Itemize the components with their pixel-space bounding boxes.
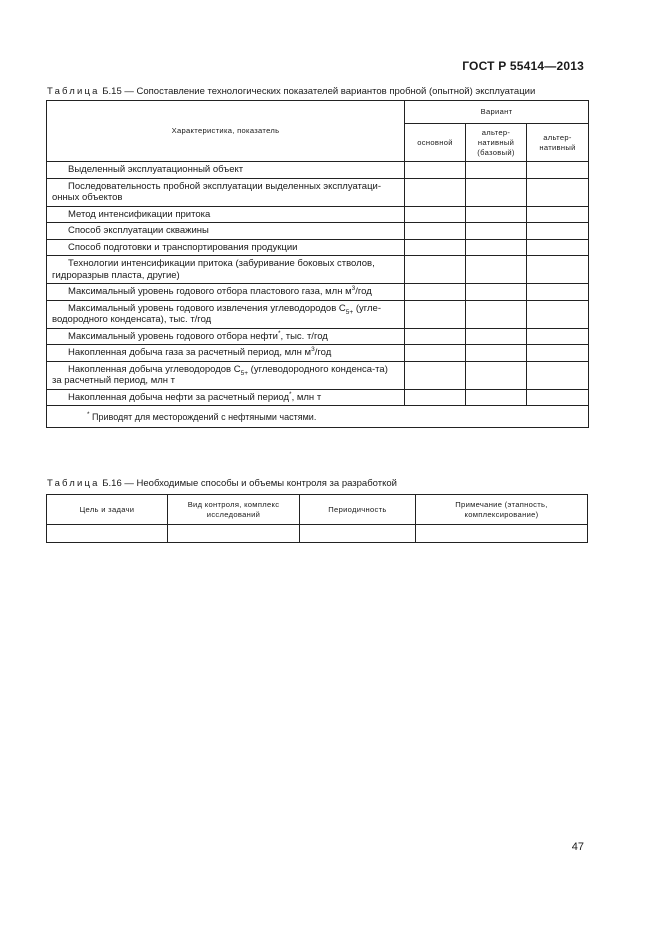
table-cell <box>405 284 466 301</box>
table-cell <box>405 256 466 284</box>
table-cell <box>527 223 589 240</box>
row-label: Максимальный уровень годового извлечения углеводородов $С_{5+}$ (угле-водородного конденсата), тыс. т/год <box>47 300 405 328</box>
table-cell <box>466 256 527 284</box>
table-cell <box>527 256 589 284</box>
page-number: 47 <box>571 841 584 853</box>
table-cell <box>527 284 589 301</box>
table-cell <box>405 239 466 256</box>
table-cell <box>405 300 466 328</box>
table-cell <box>47 525 168 543</box>
caption-prefix: Таблица <box>47 86 100 97</box>
table-cell <box>527 345 589 362</box>
row-label: Накопленная добыча углеводородов $С_{5+}$ (углеводородного конденса-та) за расчетный период, млн т <box>47 361 405 389</box>
table-cell <box>405 328 466 345</box>
table-row <box>47 239 589 256</box>
table-row <box>47 361 589 389</box>
table-row <box>47 300 589 328</box>
header-variant: Вариант <box>405 101 589 124</box>
table-cell <box>405 361 466 389</box>
row-label: Накопленная добыча газа за расчетный период, млн $м^3$/год <box>47 345 405 362</box>
table-cell <box>527 361 589 389</box>
table-cell <box>405 345 466 362</box>
table-cell <box>405 162 466 179</box>
row-label: Последовательность пробной эксплуатации выделенных эксплуатаци-онных объектов <box>47 178 405 206</box>
row-label: Накопленная добыча нефти за расчетный период*, млн т <box>47 389 405 406</box>
table-footnote: * Приводят для месторождений с нефтяными частями. <box>47 406 589 428</box>
table-cell <box>168 525 300 543</box>
row-label: Максимальный уровень годового отбора нефти*, тыс. т/год <box>47 328 405 345</box>
row-label: Способ подготовки и транспортирования продукции <box>47 239 405 256</box>
standard-number: ГОСТ Р 55414—2013 <box>462 59 584 73</box>
row-label: Технологии интенсификации притока (забуривание боковых стволов, гидроразрыв пласта, другие) <box>47 256 405 284</box>
caption-text: Б.16 — Необходимые способы и объемы контроля за разработкой <box>99 478 397 489</box>
table-cell <box>527 206 589 223</box>
table-cell <box>527 178 589 206</box>
table-row <box>47 389 589 406</box>
table-b16 <box>46 494 588 543</box>
header-characteristic: Характеристика, показатель <box>47 101 405 162</box>
table-b16-caption <box>47 478 397 489</box>
table-row <box>47 178 589 206</box>
row-label: Метод интенсификации притока <box>47 206 405 223</box>
table-cell <box>416 525 588 543</box>
header-control-type: Вид контроля, комплекс исследований <box>168 495 300 525</box>
table-cell <box>466 162 527 179</box>
table-cell <box>300 525 416 543</box>
row-label: Максимальный уровень годового отбора пластового газа, млн $м^3$/год <box>47 284 405 301</box>
table-cell <box>466 223 527 240</box>
table-row <box>47 223 589 240</box>
row-label: Способ эксплуатации скважины <box>47 223 405 240</box>
table-b15-caption <box>47 86 535 97</box>
table-cell <box>527 239 589 256</box>
table-row <box>47 525 588 543</box>
header-goals: Цель и задачи <box>47 495 168 525</box>
table-cell <box>527 162 589 179</box>
table-row <box>47 256 589 284</box>
table-cell <box>466 328 527 345</box>
table-cell <box>405 206 466 223</box>
table-cell <box>466 239 527 256</box>
header-alt-variant: альтер- нативный <box>527 124 589 162</box>
table-cell <box>405 178 466 206</box>
table-row <box>47 345 589 362</box>
table-cell <box>466 284 527 301</box>
table-b15 <box>46 100 589 428</box>
table-cell <box>466 389 527 406</box>
table-cell <box>527 300 589 328</box>
table-row <box>47 162 589 179</box>
header-alt-base-variant: альтер- нативный (базовый) <box>466 124 527 162</box>
table-cell <box>527 389 589 406</box>
caption-prefix: Таблица <box>47 478 100 489</box>
table-cell <box>405 223 466 240</box>
table-cell <box>466 178 527 206</box>
header-periodicity: Периодичность <box>300 495 416 525</box>
table-row <box>47 284 589 301</box>
caption-text: Б.15 — Сопоставление технологических показателей вариантов пробной (опытной) эксплуатации <box>99 86 536 97</box>
table-cell <box>527 328 589 345</box>
header-main-variant: основной <box>405 124 466 162</box>
table-cell <box>466 345 527 362</box>
table-row <box>47 328 589 345</box>
row-label: Выделенный эксплуатационный объект <box>47 162 405 179</box>
table-cell <box>466 361 527 389</box>
table-cell <box>405 389 466 406</box>
header-note: Примечание (этапность, комплексирование) <box>416 495 588 525</box>
table-row <box>47 206 589 223</box>
table-cell <box>466 300 527 328</box>
table-cell <box>466 206 527 223</box>
